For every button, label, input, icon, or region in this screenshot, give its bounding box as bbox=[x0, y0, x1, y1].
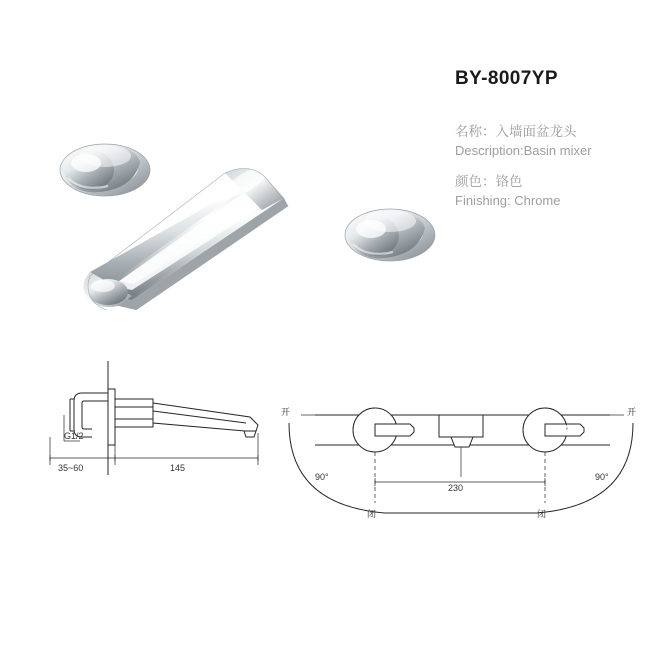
side-view-svg bbox=[20, 355, 280, 500]
label-angle-left: 90° bbox=[315, 472, 329, 482]
label-angle-right: 90° bbox=[595, 472, 609, 482]
label-close-left: 闭 bbox=[367, 509, 377, 519]
dim-thread-label: G1/2 bbox=[64, 431, 84, 441]
dim-length-label: 145 bbox=[170, 463, 186, 473]
spec-spacer bbox=[455, 160, 655, 172]
dim-spacing-label: 230 bbox=[448, 483, 464, 493]
spec-name-en: Description:Basin mixer bbox=[455, 143, 592, 158]
technical-drawing-side bbox=[20, 355, 280, 500]
product-code: BY-8007YP bbox=[455, 68, 558, 89]
front-view-svg bbox=[275, 355, 655, 540]
handle-right bbox=[345, 209, 435, 261]
handle-left bbox=[60, 144, 150, 196]
label-open-left: 开 bbox=[281, 407, 291, 417]
faucet-illustration bbox=[20, 60, 450, 310]
product-photo bbox=[20, 60, 450, 310]
spec-finish-cn: 颜色：铬色 bbox=[455, 174, 523, 189]
product-spec-block bbox=[455, 122, 655, 210]
label-open-right: 开 bbox=[627, 407, 637, 417]
technical-drawing-front bbox=[275, 355, 655, 540]
spec-finish-en: Finishing: Chrome bbox=[455, 193, 561, 208]
spec-name-cn: 名称：入墙面盆龙头 bbox=[455, 124, 577, 139]
label-close-right: 闭 bbox=[537, 509, 547, 519]
dim-depth-label: 35~60 bbox=[58, 463, 84, 473]
